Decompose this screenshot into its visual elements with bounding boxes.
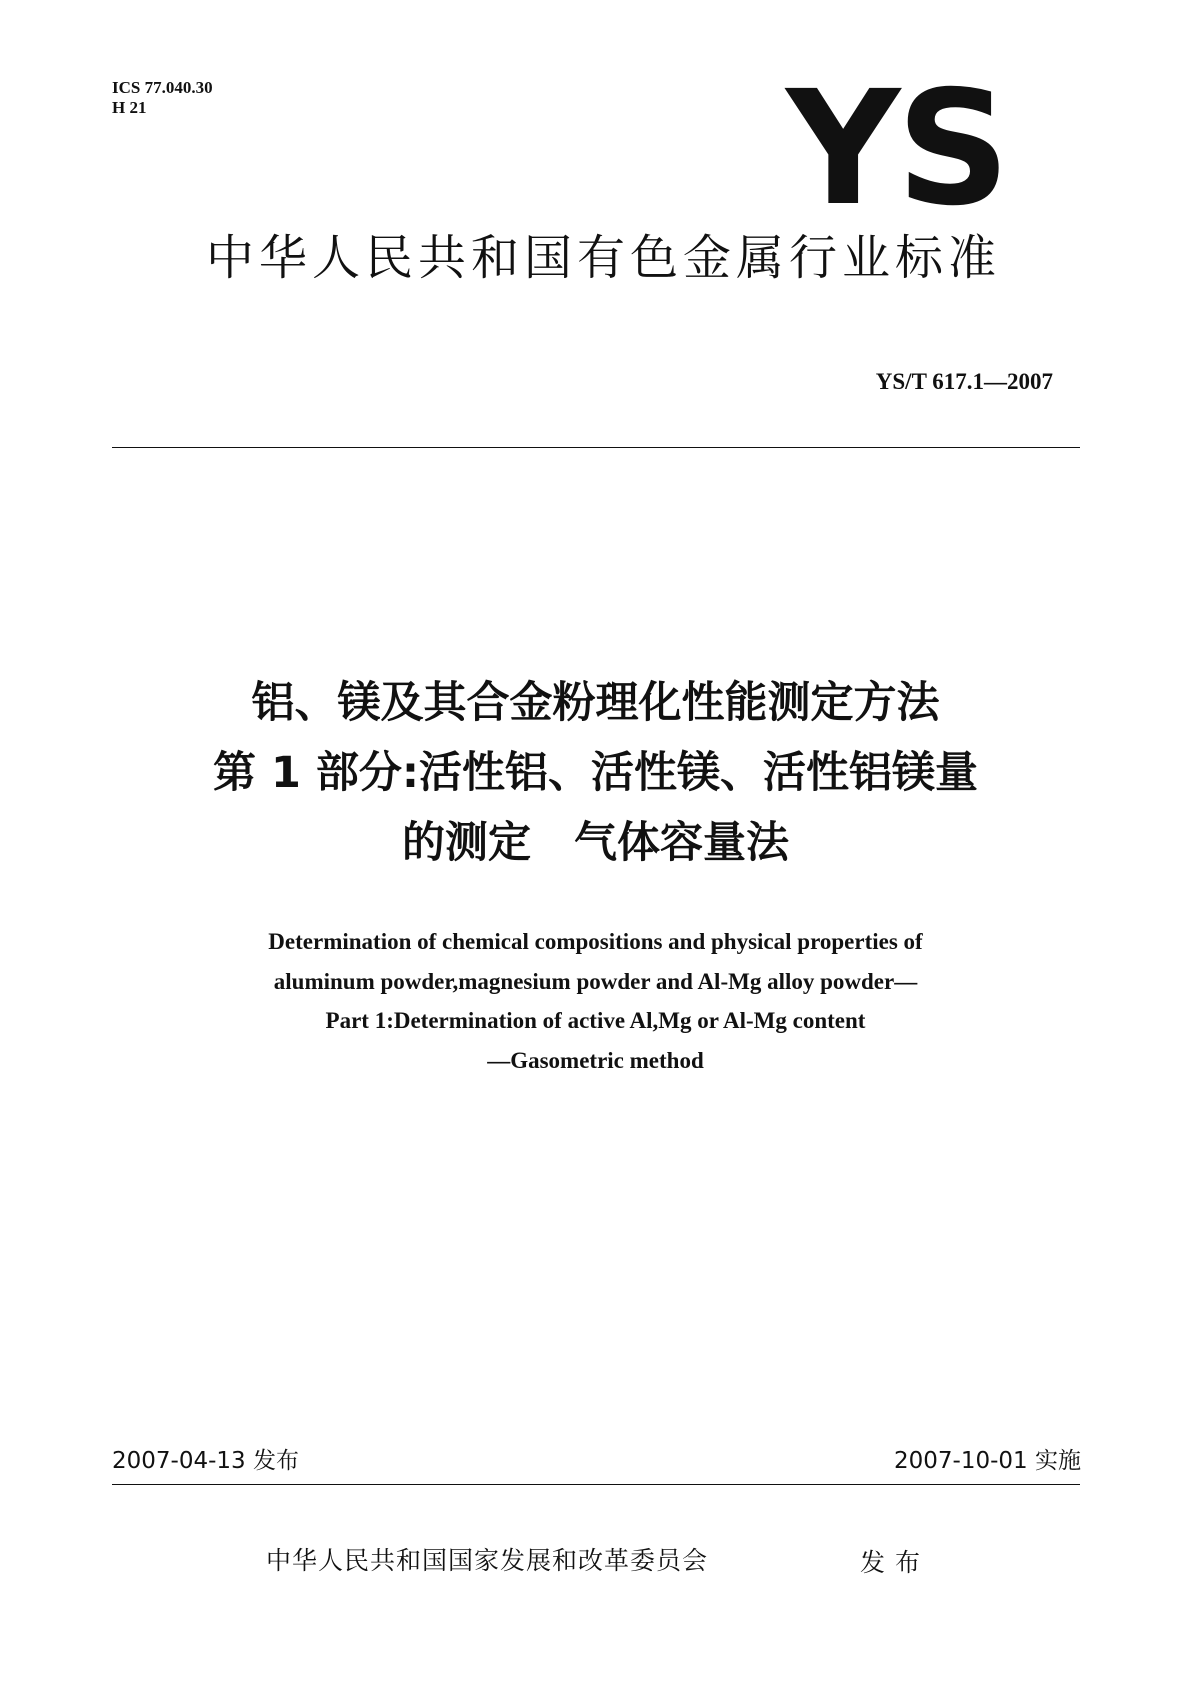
standard-number: YS/T 617.1—2007 <box>875 369 1053 394</box>
ccs-code: H 21 <box>112 98 147 117</box>
publish-label: 发布 <box>860 1548 931 1577</box>
english-title-line-2: aluminum powder,magnesium powder and Al-Mg alloy powder— <box>273 968 918 994</box>
classification-codes <box>112 78 213 118</box>
chinese-title <box>0 668 1191 878</box>
publisher-name: 中华人民共和国国家发展和改革委员会 <box>266 1546 709 1575</box>
english-title-line-3: Part 1:Determination of active Al,Mg or Al-Mg content <box>325 1008 866 1033</box>
bottom-divider <box>112 1484 1080 1485</box>
ys-logo: YS <box>786 57 1007 241</box>
top-divider <box>112 447 1080 448</box>
chinese-title-line-2: 第 1 部分:活性铝、活性镁、活性铝镁量 <box>212 748 979 798</box>
issue-date: 2007-04-13 发布 <box>112 1448 299 1474</box>
standard-category-title: 中华人民共和国有色金属行业标准 <box>205 230 1001 286</box>
english-title-line-1: Determination of chemical compositions and physical properties of <box>268 929 923 954</box>
implementation-date: 2007-10-01 实施 <box>894 1448 1081 1474</box>
english-title <box>0 922 1191 1080</box>
chinese-title-line-1: 铝、镁及其合金粉理化性能测定方法 <box>251 678 940 728</box>
ics-code: ICS 77.040.30 <box>112 78 213 97</box>
chinese-title-line-3: 的测定 气体容量法 <box>402 818 789 868</box>
english-title-line-4: —Gasometric method <box>487 1047 704 1073</box>
